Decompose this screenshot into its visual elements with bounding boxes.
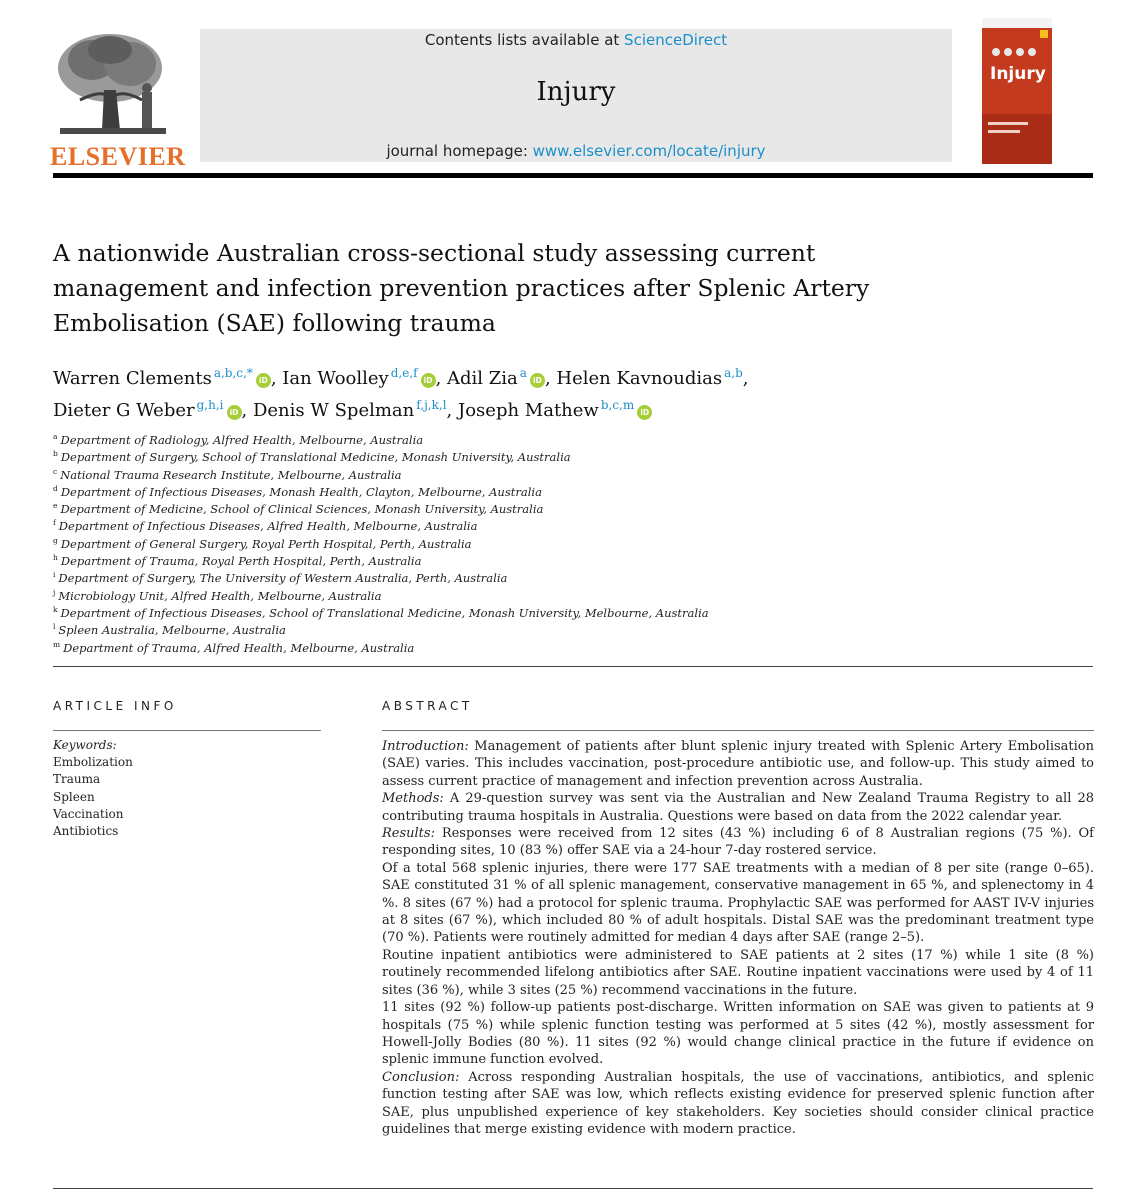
affiliation: $^m$ Department of Trauma, Alfred Health, Melbourne, Australia [53,639,415,655]
affiliation-list [53,428,953,653]
abstract-heading: ABSTRACT [382,699,473,713]
affiliation: $^k$ Department of Infectious Diseases, School of Translational Medicine, Monash University, Melbourne, Australia [53,604,709,620]
article-info-heading: ARTICLE INFO [53,699,177,713]
keyword[interactable]: Trauma [53,772,101,787]
affiliation: $^e$ Department of Medicine, School of Clinical Sciences, Monash University, Australia [53,501,544,517]
affiliation: $^g$ Department of General Surgery, Royal Perth Hospital, Perth, Australia [53,535,472,551]
header-rule [53,173,1093,178]
abstract-results-paragraph: Routine inpatient antibiotics were administered to SAE patients at 2 sites (17 %) while 1 site (8 %) routinely recommended lifelong antibiotics after SAE. Routine inpatient vaccinations were used by 4 of 11 sites (36 %), while 3 sites (25 %) recommend vaccinations in the future. [382,947,1094,998]
keywords-label: Keywords: [53,738,117,752]
affiliation: $^c$ National Trauma Research Institute, Melbourne, Australia [53,466,402,482]
affiliation: $^d$ Department of Infectious Diseases, Monash Health, Clayton, Melbourne, Australia [53,483,542,499]
cover-title: Injury [990,64,1046,84]
orcid-icon[interactable]: iD [637,405,652,420]
abstract-introduction: Introduction: Management of patients after blunt splenic injury treated with Splenic Artery Embolisation (SAE) varies. This includes vaccination, post-procedure antibiotic use, and follow-up. This study aimed to assess current practice of management and infection prevention across Australia. [382,739,1094,789]
keyword[interactable]: Vaccination [53,806,124,821]
orcid-icon[interactable]: iD [256,373,271,388]
keyword[interactable]: Antibiotics [53,824,119,839]
journal-homepage-link[interactable]: www.elsevier.com/locate/injury [532,142,766,160]
affiliation: $^l$ Spleen Australia, Melbourne, Australia [53,622,286,638]
journal-cover-thumbnail[interactable] [982,18,1052,164]
article-info-rule [53,730,321,731]
author-name[interactable]: Warren Clements $^{a,b,c,*}$iD [53,368,271,389]
author-list: Warren Clements $^{a,b,c,*}$iD , Ian Woolley $^{d,e,f}$iD , Adil Zia $^a$iD , Helen Kavnoudias $^{a,b}$, Dieter G Weber $^{g,h,i}$iD , Denis W Spelman $^{f,j,k,l}$, Joseph Mathew $^{b,c,m}$iD [53,366,749,421]
affiliation: $^i$ Department of Surgery, The University of Western Australia, Perth, Australia [53,570,508,586]
homepage-line: journal homepage: www.elsevier.com/locate/injury [386,142,766,160]
abstract-results-paragraph: 11 sites (92 %) follow-up patients post-discharge. Written information on SAE was given to patients at 9 hospitals (75 %) while splenic function testing was performed at 5 sites (42 %), mostly assessment for Howell-Jolly Bodies (80 %). 11 sites (92 %) would change clinical practice in the future if evidence on splenic immune function evolved. [382,1000,1094,1068]
author-name[interactable]: Adil Zia $^a$iD [447,368,545,389]
footer-rule [53,1188,1093,1189]
section-divider [53,666,1093,667]
keyword[interactable]: Spleen [53,789,95,804]
abstract-body [382,738,1094,1138]
abstract-results-paragraph: Of a total 568 splenic injuries, there were 177 SAE treatments with a median of 8 per site (range 0–65). SAE constituted 31 % of all splenic management, conservative management in 65 %, and splenectomy in 4 %. 8 sites (67 %) had a protocol for splenic trauma. Prophylactic SAE was performed for AAST IV-V injuries at 8 sites (67 %), which included 80 % of adult hospitals. Distal SAE was the predominant treatment type (70 %). Patients were routinely admitted for median 4 days after SAE (range 2–5). [382,860,1094,946]
author-name[interactable]: Joseph Mathew $^{b,c,m}$iD [458,400,652,421]
affiliation: $^h$ Department of Trauma, Royal Perth Hospital, Perth, Australia [53,553,422,569]
contents-line: Contents lists available at ScienceDirect [424,31,728,49]
affiliation: $^b$ Department of Surgery, School of Translational Medicine, Monash University, Australia [53,449,571,465]
keywords-block [53,737,133,840]
author-name[interactable]: Ian Woolley $^{d,e,f}$iD [282,368,435,389]
orcid-icon[interactable]: iD [421,373,436,388]
article-title: A nationwide Australian cross-sectional study assessing current management and infection prevention practices after Splenic Artery Embolisation (SAE) following trauma [53,239,870,337]
author-name[interactable]: Dieter G Weber $^{g,h,i}$iD [53,400,242,421]
author-name[interactable]: Denis W Spelman $^{f,j,k,l}$ [252,398,447,421]
orcid-icon[interactable]: iD [227,405,242,420]
sciencedirect-link[interactable]: ScienceDirect [624,31,728,49]
journal-title: Injury [536,77,616,107]
abstract-methods: Methods: A 29-question survey was sent via the Australian and New Zealand Trauma Registry to all 28 contributing trauma hospitals in Australia. Questions were based on data from the 2022 calendar year. [382,791,1094,824]
affiliation: $^f$ Department of Infectious Diseases, Alfred Health, Melbourne, Australia [53,518,478,534]
abstract-conclusion: Conclusion: Across responding Australian hospitals, the use of vaccinations, antibiotics, and splenic function testing after SAE was low, which reflects existing evidence for preserved splenic function after SAE, plus unpublished experience of key stakeholders. Key societies should consider clinical practice guidelines that merge existing evidence with modern practice. [382,1069,1094,1137]
keyword[interactable]: Embolization [53,755,133,770]
abstract-rule [382,730,1094,731]
affiliation: $^j$ Microbiology Unit, Alfred Health, Melbourne, Australia [53,587,382,603]
abstract-results: Results: Responses were received from 12 sites (43 %) including 6 of 8 Australian regions (75 %). Of responding sites, 10 (83 %) offer SAE via a 24-hour 7-day rostered service. [382,826,1094,859]
journal-banner [200,29,952,162]
author-name[interactable]: Helen Kavnoudias $^{a,b}$ [556,366,743,389]
affiliation: $^a$ Department of Radiology, Alfred Health, Melbourne, Australia [53,432,424,447]
publisher-wordmark: ELSEVIER [50,142,186,171]
orcid-icon[interactable]: iD [530,373,545,388]
